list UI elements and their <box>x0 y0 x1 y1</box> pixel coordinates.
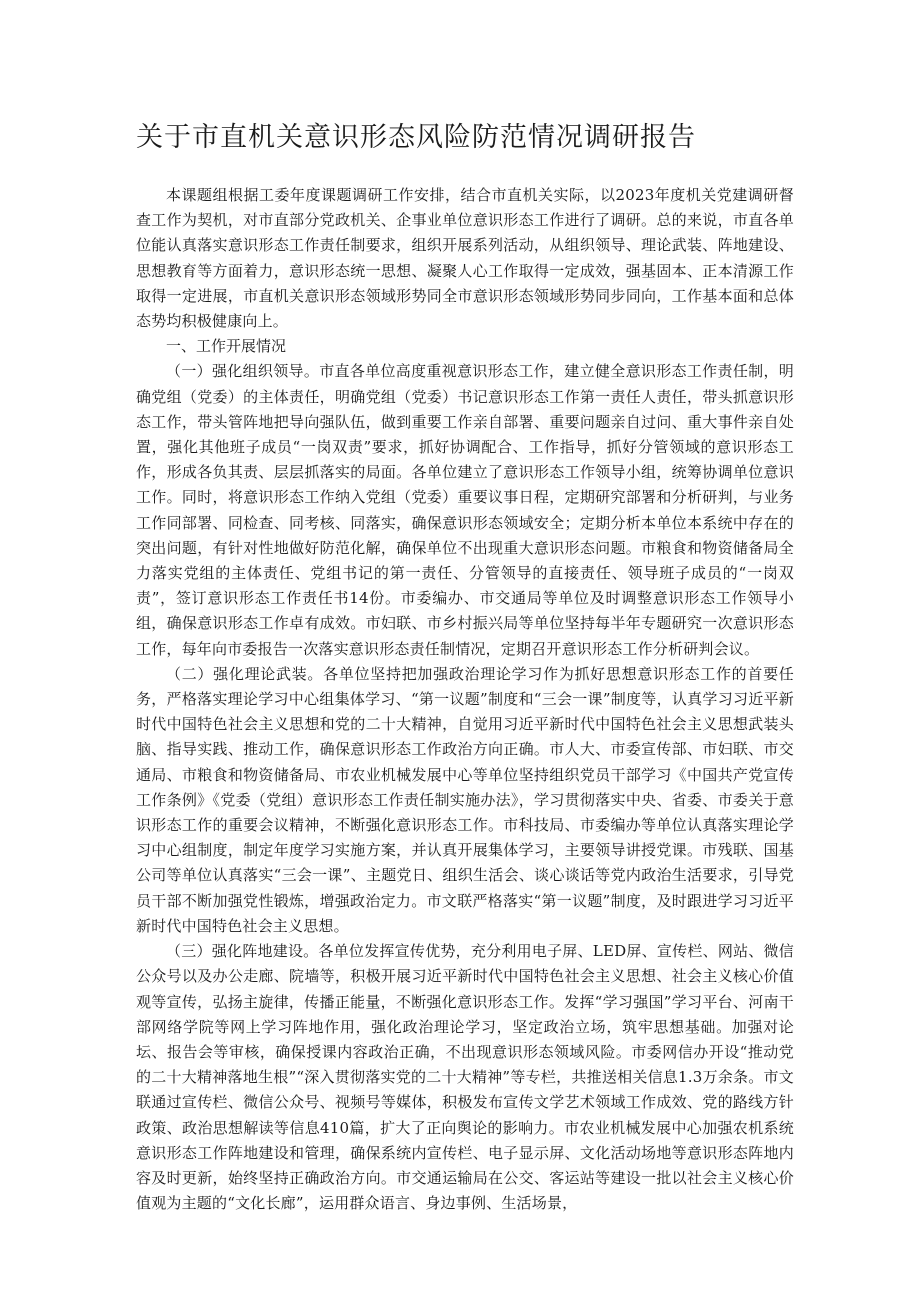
paragraph-organization-leadership: （一）强化组织领导。市直各单位高度重视意识形态工作，建立健全意识形态工作责任制，明确党组（党委）的主体责任，明确党组（党委）书记意识形态工作第一责任人责任，带头抓意识形态工作，带头管阵地把导向强队伍，做到重要工作亲自部署、重要问题亲自过问、重大事件亲自处置，强化其他班子成员“一岗双责”要求，抓好协调配合、工作指导，抓好分管领域的意识形态工作，形成各负其责、层层抓落实的局面。各单位建立了意识形态工作领导小组，统筹协调单位意识工作。同时，将意识形态工作纳入党组（党委）重要议事日程，定期研究部署和分析研判，与业务工作同部署、同检查、同考核、同落实，确保意识形态领域安全；定期分析本单位本系统中存在的突出问题，有针对性地做好防范化解，确保单位不出现重大意识形态问题。市粮食和物资储备局全力落实党组的主体责任、党组书记的第一责任、分管领导的直接责任、领导班子成员的“一岗双责”，签订意识形态工作责任书14份。市委编办、市交通局等单位及时调整意识形态工作领导小组，确保意识形态工作卓有成效。市妇联、市乡村振兴局等单位坚持每半年专题研究一次意识形态工作，每年向市委报告一次落实意识形态责任制情况，定期召开意识形态工作分析研判会议。 <box>136 362 794 658</box>
paragraph-position-building: （三）强化阵地建设。各单位发挥宣传优势，充分利用电子屏、LED屏、宣传栏、网站、微信公众号以及办公走廊、院墙等，积极开展习近平新时代中国特色社会主义思想、社会主义核心价值观等宣传，弘扬主旋律，传播正能量，不断强化意识形态工作。发挥“学习强国”学习平台、河南干部网络学院等网上学习阵地作用，强化政治理论学习，坚定政治立场，筑牢思想基础。加强对论坛、报告会等审核，确保授课内容政治正确，不出现意识形态领域风险。市委网信办开设“推动党的二十大精神落地生根”“深入贯彻落实党的二十大精神”等专栏，共推送相关信息1.3万余条。市文联通过宣传栏、微信公众号、视频号等媒体，积极发布宣传文学艺术领域工作成效、党的路线方针政策、政治思想解读等信息410篇，扩大了正向舆论的影响力。市农业机械发展中心加强农机系统意识形态工作阵地建设和管理，确保系统内宣传栏、电子显示屏、文化活动场地等意识形态阵地内容及时更新，始终坚持正确政治方向。市交通运输局在公交、客运站等建设一批以社会主义核心价值观为主题的“文化长廊”，运用群众语言、身边事例、生活场景， <box>136 942 794 1213</box>
paragraph-theory-armament: （二）强化理论武装。各单位坚持把加强政治理论学习作为抓好思想意识形态工作的首要任务，严格落实理论学习中心组集体学习、“第一议题”制度和“三会一课”制度等，认真学习习近平新时代中国特色社会主义思想和党的二十大精神，自觉用习近平新时代中国特色社会主义思想武装头脑、指导实践、推动工作，确保意识形态工作政治方向正确。市人大、市委宣传部、市妇联、市交通局、市粮食和物资储备局、市农业机械发展中心等单位坚持组织党员干部学习《中国共产党宣传工作条例》《党委（党组）意识形态工作责任制实施办法》，学习贯彻落实中央、省委、市委关于意识形态工作的重要会议精神，不断强化意识形态工作。市科技局、市委编办等单位认真落实理论学习中心组制度，制定年度学习实施方案，并认真开展集体学习，主要领导讲授党课。市残联、国基公司等单位认真落实“三会一课”、主题党日、组织生活会、谈心谈话等党内政治生活要求，引导党员干部不断加强党性锻炼，增强政治定力。市文联严格落实“第一议题”制度，及时跟进学习习近平新时代中国特色社会主义思想。 <box>136 664 794 935</box>
document-title: 关于市直机关意识形态风险防范情况调研报告 <box>136 122 696 153</box>
intro-paragraph: 本课题组根据工委年度课题调研工作安排，结合市直机关实际，以2023年度机关党建调研督查工作为契机，对市直部分党政机关、企事业单位意识形态工作进行了调研。总的来说，市直各单位能认真落实意识形态工作责任制要求，组织开展系列活动，从组织领导、理论武装、阵地建设、思想教育等方面着力，意识形态统一思想、凝聚人心工作取得一定成效，强基固本、正本清源工作取得一定进展，市直机关意识形态领域形势同全市意识形态领域形势同步同向，工作基本面和总体态势均积极健康向上。 <box>136 186 794 331</box>
section-heading-work-progress: 一、工作开展情况 <box>166 337 287 356</box>
